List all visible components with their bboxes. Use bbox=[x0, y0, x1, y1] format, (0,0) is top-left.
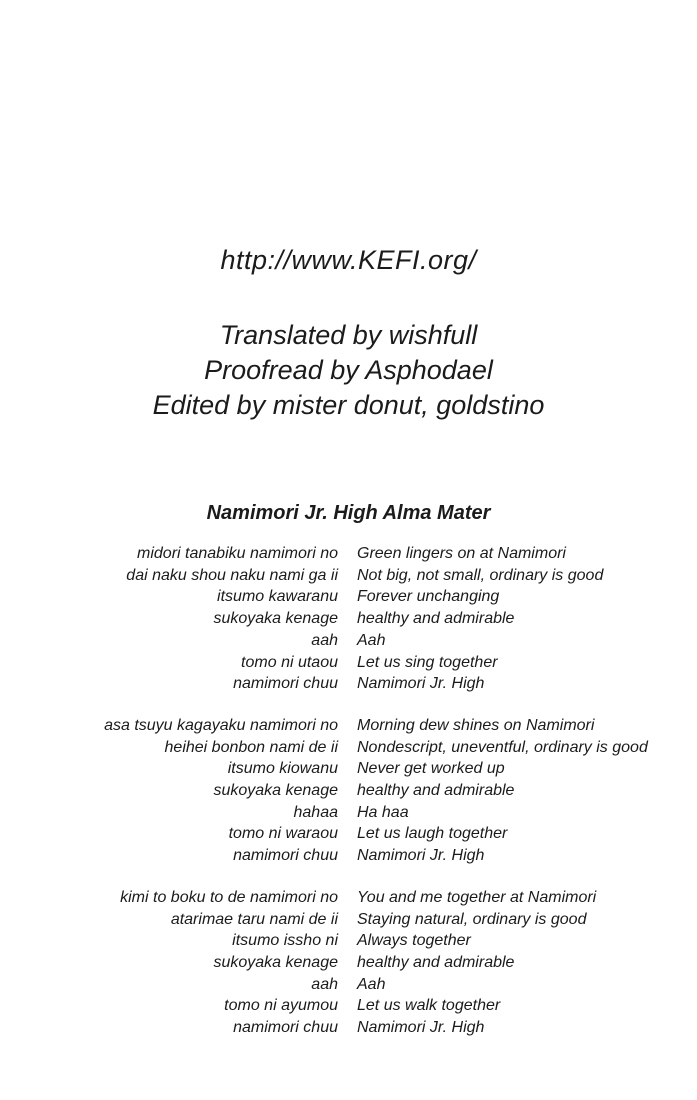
romaji-text: itsumo issho ni bbox=[232, 932, 338, 950]
lyric-line bbox=[0, 952, 697, 974]
romaji-text: sukoyaka kenage bbox=[213, 610, 338, 628]
lyric-line bbox=[0, 586, 697, 608]
romaji-text: heihei bonbon nami de ii bbox=[164, 738, 338, 756]
website-url: http://www.KEFI.org/ bbox=[220, 245, 477, 275]
verse bbox=[0, 543, 697, 695]
verse bbox=[0, 887, 697, 1039]
romaji-text: aah bbox=[311, 975, 338, 993]
english-translation-text: Namimori Jr. High bbox=[357, 1019, 485, 1037]
romaji-text: itsumo kawaranu bbox=[217, 588, 338, 606]
credit-line-proofreader: Proofread by Asphodael bbox=[204, 355, 493, 385]
lyric-line bbox=[0, 737, 697, 759]
lyric-line bbox=[0, 1017, 697, 1039]
english-translation-text: Morning dew shines on Namimori bbox=[357, 716, 595, 734]
lyric-line bbox=[0, 995, 697, 1017]
english-translation-text: healthy and admirable bbox=[357, 610, 515, 628]
lyric-line bbox=[0, 823, 697, 845]
english-translation-text: Green lingers on at Namimori bbox=[357, 545, 566, 562]
credit-line-translator: Translated by wishfull bbox=[219, 320, 478, 350]
romaji-text: atarimae taru nami de ii bbox=[170, 910, 338, 928]
romaji-text: hahaa bbox=[293, 803, 338, 821]
lyric-line bbox=[0, 802, 697, 824]
romaji-text: midori tanabiku namimori no bbox=[137, 545, 338, 562]
romaji-text: itsumo kiowanu bbox=[227, 760, 338, 778]
english-translation-text: Namimori Jr. High bbox=[357, 847, 485, 865]
lyric-line bbox=[0, 780, 697, 802]
english-translation-text: Not big, not small, ordinary is good bbox=[357, 566, 604, 584]
english-translation-text: Namimori Jr. High bbox=[357, 675, 485, 693]
romaji-text: sukoyaka kenage bbox=[213, 953, 338, 971]
english-translation-text: Nondescript, uneventful, ordinary is good bbox=[357, 738, 648, 756]
credits-block bbox=[0, 318, 697, 423]
romaji-text: aah bbox=[311, 631, 338, 649]
romaji-text: kimi to boku to de namimori no bbox=[120, 888, 338, 906]
lyric-line bbox=[0, 715, 697, 737]
romaji-text: namimori chuu bbox=[233, 675, 338, 693]
lyric-line bbox=[0, 630, 697, 652]
lyric-line bbox=[0, 652, 697, 674]
english-translation-text: Forever unchanging bbox=[357, 588, 500, 606]
verse bbox=[0, 715, 697, 867]
lyric-line bbox=[0, 608, 697, 630]
lyric-line bbox=[0, 930, 697, 952]
english-translation-text: Aah bbox=[357, 975, 386, 993]
credit-line-editor: Edited by mister donut, goldstino bbox=[152, 390, 545, 420]
romaji-text: tomo ni ayumou bbox=[224, 997, 338, 1015]
english-translation-text: Let us sing together bbox=[357, 653, 498, 671]
lyric-line bbox=[0, 909, 697, 931]
english-translation-text: healthy and admirable bbox=[357, 782, 515, 800]
romaji-text: namimori chuu bbox=[233, 1019, 338, 1037]
english-translation-text: Never get worked up bbox=[357, 760, 505, 778]
song-title: Namimori Jr. High Alma Mater bbox=[206, 502, 491, 524]
lyric-line bbox=[0, 543, 697, 565]
english-translation-text: You and me together at Namimori bbox=[357, 888, 597, 906]
romaji-text: dai naku shou naku nami ga ii bbox=[126, 566, 338, 584]
english-translation-text: Staying natural, ordinary is good bbox=[357, 910, 587, 928]
lyric-line bbox=[0, 845, 697, 867]
romaji-text: tomo ni waraou bbox=[228, 825, 338, 843]
romaji-text: namimori chuu bbox=[233, 847, 338, 865]
english-translation-text: healthy and admirable bbox=[357, 953, 515, 971]
lyric-line bbox=[0, 565, 697, 587]
lyric-line bbox=[0, 758, 697, 780]
english-translation-text: Let us laugh together bbox=[357, 825, 508, 843]
lyrics-section bbox=[0, 543, 697, 1059]
romaji-text: sukoyaka kenage bbox=[213, 782, 338, 800]
english-translation-text: Let us walk together bbox=[357, 997, 501, 1015]
lyric-line bbox=[0, 673, 697, 695]
english-translation-text: Always together bbox=[357, 932, 471, 950]
romaji-text: tomo ni utaou bbox=[241, 653, 338, 671]
english-translation-text: Ha haa bbox=[357, 803, 409, 821]
lyric-line bbox=[0, 887, 697, 909]
english-translation-text: Aah bbox=[357, 631, 386, 649]
lyric-line bbox=[0, 974, 697, 996]
romaji-text: asa tsuyu kagayaku namimori no bbox=[104, 716, 338, 734]
